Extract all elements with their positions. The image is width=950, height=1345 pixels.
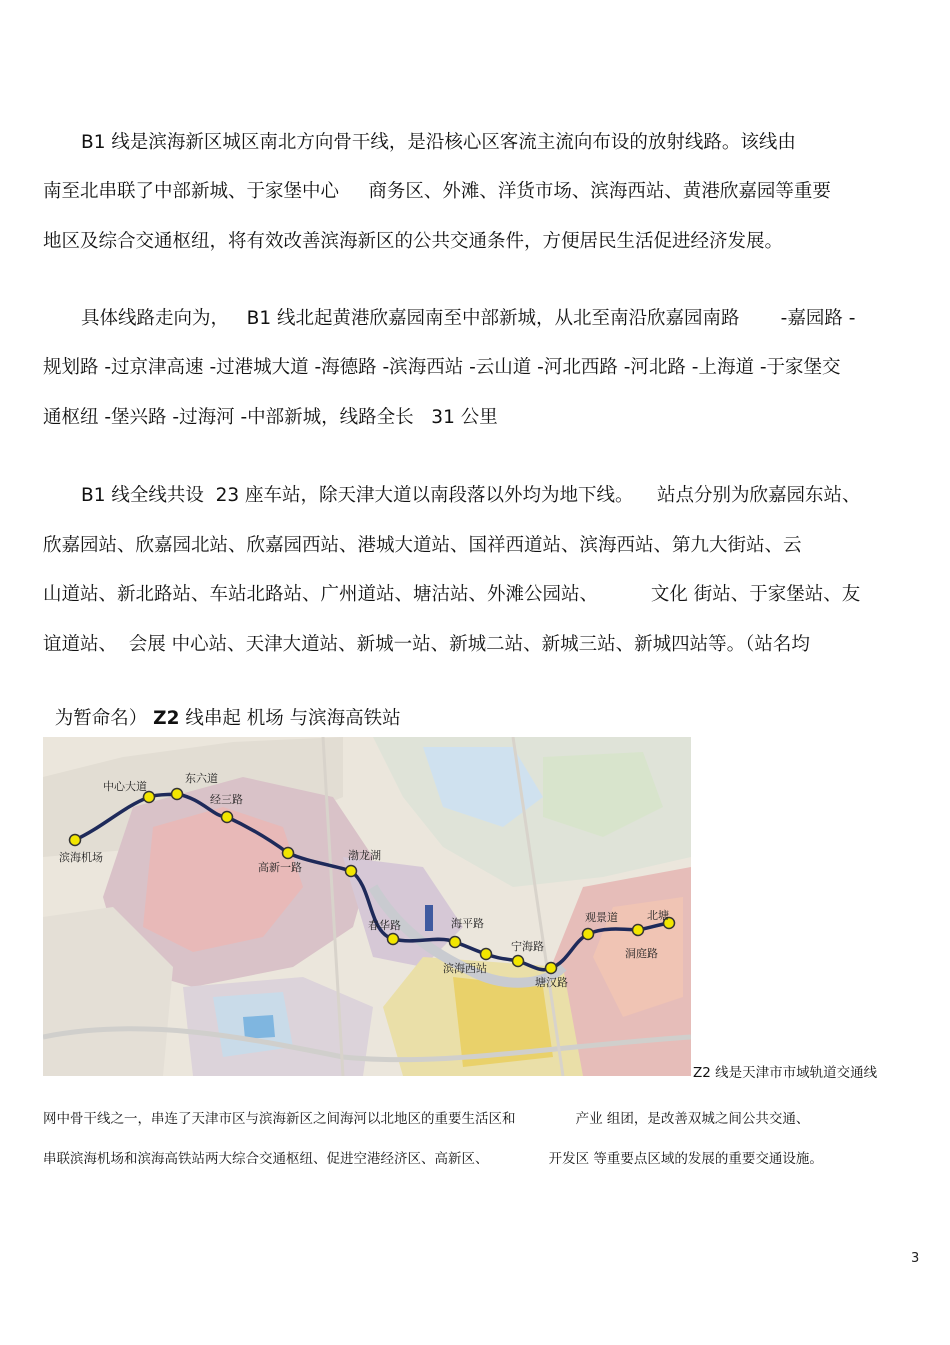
station-marker <box>633 925 644 936</box>
b1-stations-line-3: 山道站、新北路站、车站北路站、广州道站、塘沽站、外滩公园站、 文化 街站、于家堡站、友 <box>43 584 861 605</box>
station-marker <box>70 835 81 846</box>
station-label: 春华路 <box>368 919 401 932</box>
page-number: 3 <box>911 1251 920 1266</box>
caption-line-2: 网中骨干线之一，串连了天津市区与滨海新区之间海河以北地区的重要生活区和 产业 组团，是改善双城之间公共交通、 <box>43 1111 810 1127</box>
station-label: 东六道 <box>185 772 218 785</box>
station-label: 洞庭路 <box>625 947 658 960</box>
z2-intro-line <box>43 683 401 731</box>
station-label: 观景道 <box>585 911 618 924</box>
station-marker <box>481 949 492 960</box>
station-label: 渤龙湖 <box>348 849 381 862</box>
b1-stations-line-4: 谊道站、 会展 中心站、天津大道站、新城一站、新城二站、新城三站、新城四站等。（站名均 <box>43 634 810 655</box>
b1-intro-line-2: 南至北串联了中部新城、于家堡中心 商务区、外滩、洋货市场、滨海西站、黄港欣嘉园等重要 <box>43 181 831 202</box>
station-marker <box>388 934 399 945</box>
station-label: 塘汉路 <box>535 976 568 989</box>
station-label: 海平路 <box>451 917 484 930</box>
b1-intro-line-1: B1 线是滨海新区城区南北方向骨干线，是沿核心区客流主流向布设的放射线路。该线由 <box>81 132 796 153</box>
station-marker <box>222 812 233 823</box>
station-marker <box>283 848 294 859</box>
station-marker <box>513 956 524 967</box>
station-marker <box>583 929 594 940</box>
caption-line-3: 串联滨海机场和滨海高铁站两大综合交通枢纽、促进空港经济区、高新区、 开发区 等重要点区域的发展的重要交通设施。 <box>43 1151 823 1167</box>
station-label: 高新一路 <box>258 861 302 874</box>
b1-route-line-2: 规划路 -过京津高速 -过港城大道 -海德路 -滨海西站 -云山道 -河北西路 -河北路 -上海道 -于家堡交 <box>43 357 841 378</box>
caption-line-1: Z2 线是天津市市域轨道交通线 <box>693 1065 878 1081</box>
z2-intro-bold: Z2 <box>153 708 180 729</box>
map-svg <box>43 737 691 1076</box>
station-label: 经三路 <box>210 793 243 806</box>
station-marker <box>450 937 461 948</box>
station-label: 中心大道 <box>103 780 147 793</box>
b1-stations-line-2: 欣嘉园站、欣嘉园北站、欣嘉园西站、港城大道站、国祥西道站、滨海西站、第九大街站、云 <box>43 535 802 556</box>
station-marker <box>144 792 155 803</box>
b1-intro-line-3: 地区及综合交通枢纽，将有效改善滨海新区的公共交通条件，方便居民生活促进经济发展。 <box>43 231 784 252</box>
b1-route-line-1: 具体线路走向为， B1 线北起黄港欣嘉园南至中部新城，从北至南沿欣嘉园南路 -嘉园路 - <box>81 308 856 329</box>
station-label: 滨海西站 <box>443 962 487 975</box>
z2-intro-rest: 线串起 机场 与滨海高铁站 <box>179 708 401 729</box>
station-marker <box>346 866 357 877</box>
station-label: 北塘 <box>647 909 669 922</box>
station-label: 滨海机场 <box>59 851 103 864</box>
z2-intro-prefix: 为暂命名） <box>54 708 154 729</box>
station-label: 宁海路 <box>511 940 544 953</box>
station-marker <box>172 789 183 800</box>
station-marker <box>546 963 557 974</box>
b1-route-line-3: 通枢纽 -堡兴路 -过海河 -中部新城，线路全长 31 公里 <box>43 407 498 428</box>
z2-line-map <box>43 737 691 1076</box>
b1-stations-line-1: B1 线全线共设 23 座车站，除天津大道以南段落以外均为地下线。 站点分别为欣嘉园东站、 <box>81 485 861 506</box>
